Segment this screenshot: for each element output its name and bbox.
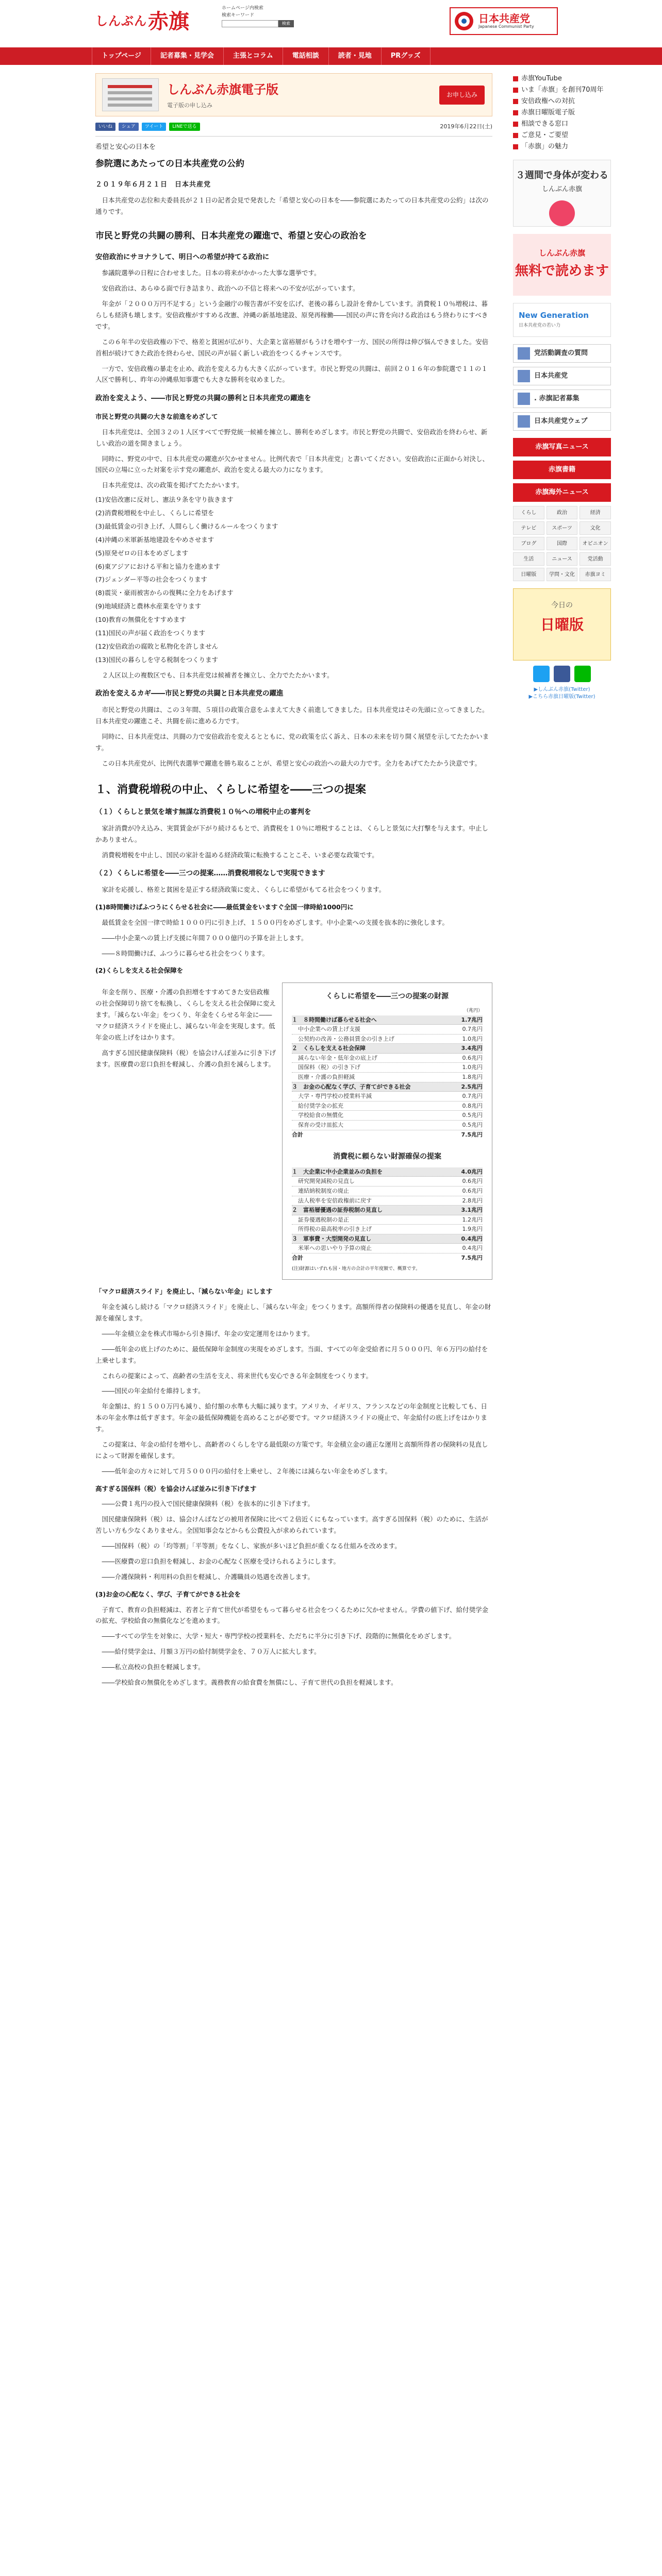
table-row (292, 1015, 483, 1025)
row-value: 3.1兆円 (461, 1207, 483, 1214)
figure-block (95, 982, 492, 1280)
publish-date: 2019年6月22日(土) (440, 123, 492, 130)
nav-item-recruit[interactable]: 記者募集・見学会 (151, 47, 224, 65)
main-nav (0, 47, 662, 65)
row-label: 医療・介護の負担軽減 (298, 1074, 355, 1081)
category-link[interactable]: ニュース (547, 552, 578, 566)
paragraph: ２人区以上の複数区でも、日本共産党は候補者を擁立し、全力でたたかいます。 (102, 671, 334, 679)
row-value: 1.9兆円 (462, 1226, 483, 1233)
banner-sub: 電子版の申し込み (167, 102, 212, 109)
table-row (292, 1073, 483, 1082)
row-value: 7.5兆円 (461, 1131, 483, 1138)
paragraph: 年金額は、約１５００万円も減り、給付額の水準も大幅に減ります。アメリカ、イギリス、フランスなどの年金制度と比較しても、日本の年金水準は低すぎます。年金の最低保障機能を高めることが必要です。マクロ経済スライドの廃止で、年金給付の底上げをはかります。 (95, 1402, 487, 1433)
list-item: (6)東アジアにおける平和と協力を進めます (95, 562, 221, 570)
table-row (292, 1101, 483, 1111)
list-item: (5)原発ゼロの日本をめざします (95, 549, 189, 557)
sidebar-box[interactable]: . 赤旗記者募集 (513, 389, 611, 408)
sidebar-link[interactable]: 赤旗YouTube (513, 73, 611, 84)
list-item: (2)消費税増税を中止し、くらしに希望を (95, 509, 214, 517)
logo-big: 赤旗 (148, 10, 189, 33)
ng-title: New Generation (519, 311, 589, 320)
row-value: 3.4兆円 (461, 1045, 483, 1052)
search-input[interactable] (222, 20, 278, 27)
category-link[interactable]: オピニオン (580, 537, 611, 550)
ng-sub: 日本共産党の若い力 (519, 323, 561, 329)
heading-education: (3)お金の心配なく、学び、子育てができる社会を (95, 1590, 241, 1598)
facebook-icon[interactable] (554, 666, 570, 682)
heading-social-security: (2)くらしを支える社会保障を (95, 967, 184, 975)
article-kicker: 希望と安心の日本を (95, 143, 156, 151)
list-item: (10)教育の無償化をすすめます (95, 616, 186, 623)
bullet-icon (513, 76, 518, 81)
paragraph: 日本共産党は、全国３２の１人区すべてで野党統一候補を擁立し、勝利をめざします。市民と野党の共闘で、安倍政治を終わらせ、新しい政治の道を開きましょう。 (95, 428, 488, 447)
bullet-icon (513, 99, 518, 104)
site-header (0, 0, 662, 47)
category-link[interactable]: くらし (513, 506, 544, 519)
table-note: (注)財源はいずれも国・地方の合計の平年度額で、概算です。 (292, 1266, 421, 1272)
paragraph: 年金を減らし続ける「マクロ経済スライド」を廃止し、「減らない年金」をつくります。高額所得者の保険料の優遇を見直し、年金の財源を確保します。 (95, 1303, 491, 1322)
sunday-edition-banner[interactable] (513, 588, 611, 660)
list-item: (11)国民の声が届く政治をつくります (95, 629, 206, 637)
table-row (292, 1225, 483, 1234)
paragraph: ――私立高校の負担を軽減します。 (102, 1663, 205, 1671)
header-search (222, 5, 309, 27)
table-row (292, 1044, 483, 1054)
jcp-sub: Japanese Communist Party (478, 24, 534, 29)
table-title: くらしに希望を――三つの提案の財源 (326, 992, 449, 1001)
paragraph: ――国保料（税）の「均等割」「平等割」をなくし、家族が多いほど負担が重くなる仕組みを改めます。 (102, 1542, 401, 1550)
sns-icons (513, 666, 611, 682)
row-value: 0.6兆円 (462, 1178, 483, 1185)
row-value: 0.7兆円 (462, 1026, 483, 1033)
heading-change: 政治を変えるカギ――市民と野党の共闘と日本共産党の躍進 (95, 689, 284, 698)
row-label: 合計 (292, 1255, 303, 1262)
row-label: 証券優遇税制の是正 (298, 1216, 349, 1223)
category-link[interactable]: 経済 (580, 506, 611, 519)
category-link[interactable]: 日曜版 (513, 568, 544, 581)
search-label: ホームページ内検索 (222, 6, 263, 11)
row-value: 0.4兆円 (462, 1245, 483, 1252)
promo-banner-1[interactable] (513, 160, 611, 227)
paragraph: 同時に、野党の中で、日本共産党の躍進が欠かせません。比例代表で「日本共産党」と書いてください。安倍政治に正面から対決し、国民の立場に立った対案を示す党の躍進が、政治を変える最大の力になります。 (95, 454, 489, 474)
row-value: 1.7兆円 (461, 1016, 483, 1023)
row-label: 米軍への思いやり予算の廃止 (298, 1245, 372, 1252)
list-item: (8)震災・豪雨被害からの復興に全力をあげます (95, 589, 234, 597)
list-item: (12)安倍政治の腐敗と私物化を許しません (95, 642, 219, 650)
sidebar-link[interactable]: 相談できる窓口 (513, 118, 611, 130)
line-icon[interactable] (574, 666, 591, 682)
paragraph: ――学校給食の無償化をめざします。義務教育の給食費を無償にし、子育て世代の負担を軽減します。 (102, 1678, 398, 1686)
paragraph: ――国民の年金給付を維持します。 (102, 1387, 205, 1395)
heading-abe: 安倍政治にサヨナラして、明日への希望が持てる政治に (95, 252, 270, 261)
row-value: 7.5兆円 (461, 1255, 483, 1262)
paragraph: この６年半の安倍政権の下で、格差と貧困が広がり、大企業と富裕層がもうけを増やす一方、国民の所得は伸び悩んできました。安倍首相が続けてきた政治を終わらせ、国民の声が届く新しい政治をつくるチャンスです。 (95, 337, 489, 357)
table-row (292, 1035, 483, 1044)
category-link[interactable]: 文化 (580, 521, 611, 535)
row-label: 学校給食の無償化 (298, 1112, 343, 1119)
promo-banner-2[interactable] (513, 234, 611, 296)
search-hint: 検索キーワード (222, 12, 255, 18)
paragraph: ――医療費の窓口負担を軽減し、お金の心配なく医療を受けられるようにします。 (102, 1557, 340, 1565)
table-title-2: 消費税に頼らない財源確保の提案 (333, 1153, 441, 1161)
world-news-button[interactable]: 赤旗海外ニュース (513, 483, 611, 502)
row-label: 公契約の改善・公務員賃金の引き上げ (298, 1035, 394, 1042)
table-row (292, 1244, 483, 1253)
paragraph: ――低年金の方々に対して月５０００円の給付を上乗せし、２年後には減らない年金をめざします。 (102, 1467, 392, 1475)
heading-vote: 政治を変えよう、――市民と野党の共闘の勝利と日本共産党の躍進を (95, 394, 311, 403)
document-icon (518, 347, 530, 360)
category-link[interactable]: 国際 (547, 537, 578, 550)
row-value: 1.0兆円 (462, 1064, 483, 1071)
heading-sub-1: （１）くらしと景気を壊す無謀な消費税１０％への増税中止の審判を (95, 808, 311, 817)
category-link[interactable]: テレビ (513, 521, 544, 535)
row-value: 0.5兆円 (462, 1122, 483, 1129)
pen-icon (518, 393, 530, 405)
heading-section-1: １、消費税増税の中止、くらしに希望を――三つの提案 (95, 783, 366, 796)
table-row (292, 1025, 483, 1035)
tweet-button[interactable]: ツイート (142, 123, 167, 131)
list-item: (9)地域経済と農林水産業を守ります (95, 602, 202, 611)
paragraph: この日本共産党が、比例代表選挙で躍進を勝ち取ることが、希望と安心の政治への最大の力です。全力をあげてたたかう決意です。 (102, 759, 482, 767)
promo2-title: しんぶん赤旗 (538, 248, 585, 258)
table-unit: （兆円） (464, 1008, 483, 1013)
line-button[interactable]: LINEで送る (169, 123, 200, 131)
sidebar-links (513, 73, 611, 152)
flag-icon (518, 370, 530, 382)
row-value: 0.8兆円 (462, 1102, 483, 1109)
nav-item-reader[interactable]: 読者・見地 (329, 47, 382, 65)
row-label: 減らない年金・低年金の底上げ (298, 1054, 377, 1061)
category-grid (513, 506, 611, 581)
row-value: 0.6兆円 (462, 1187, 483, 1194)
newspaper-icon (102, 78, 159, 111)
paragraph: ――低年金の底上げのために、最低保障年金制度の実現をめざします。当面、すべての年金受給者に月５０００円、年６万円の給付を上乗せします。 (95, 1345, 488, 1364)
logo-small: しんぶん (95, 14, 147, 28)
nav-item-phone[interactable]: 電話相談 (283, 47, 329, 65)
jcp-mark-icon (454, 11, 474, 31)
row-value: 4.0兆円 (461, 1168, 483, 1175)
banner-title: しんぶん赤旗電子版 (167, 82, 278, 97)
paragraph: 子育て、教育の負担軽減は、若者と子育て世代が希望をもって暮らせる社会をつくるために欠かせません。学費の値下げ、給付奨学金の拡充、学校給食の無償化などを進めます。 (95, 1605, 489, 1625)
paragraph: 市民と野党の共闘は、この３年間、５項目の政策合意をふまえて大きく前進してきました。日本共産党はその先頭に立ってきました。日本共産党の躍進こそ、共闘を前に進める力です。 (95, 706, 489, 725)
paragraph: ――公費１兆円の投入で国民健康保険料（税）を抜本的に引き下げます。 (102, 1500, 315, 1508)
paragraph: 日本共産党は、次の政策を掲げてたたかいます。 (102, 481, 243, 489)
row-value: 2.5兆円 (461, 1083, 483, 1090)
digital-edition-banner[interactable] (95, 73, 492, 116)
heading-wage: (1)8時間働けばふつうにくらせる社会に――最低賃金をいますぐ全国一律時給1000円に (95, 903, 354, 911)
table-row (292, 1054, 483, 1063)
paragraph: 高すぎる国民健康保険料（税）を協会けんぽ並みに引き下げます。医療費の窓口負担を軽減し、介護の負担を減らします。 (95, 1048, 276, 1068)
sidebar-box[interactable]: 党活動調査の質問 (513, 344, 611, 363)
sidebar-link[interactable]: 赤旗日曜版電子版 (513, 107, 611, 118)
like-button[interactable]: いいね (95, 123, 115, 131)
paragraph: 同時に、日本共産党は、共闘の力で安倍政治を変えるとともに、党の政策を広く訴え、日本の未来を切り開く展望を示してたたかいます。 (95, 732, 489, 752)
sidebar-box[interactable]: 日本共産党ウェブ (513, 412, 611, 431)
twitter-icon[interactable] (533, 666, 550, 682)
bullet-icon (513, 144, 518, 149)
heading-main: 市民と野党の共闘の勝利、日本共産党の躍進で、希望と安心の政治を (95, 231, 367, 241)
heading-insurance: 高すぎる国保料（税）を協会けんぽ並みに引き下げます (95, 1484, 257, 1493)
article-title: 参院選にあたっての日本共産党の公約 (95, 158, 244, 169)
sidebar-link[interactable]: いま「赤旗」を創刊70周年 (513, 84, 611, 96)
row-value: 0.4兆円 (461, 1235, 483, 1242)
list-item: (7)ジェンダー平等の社会をつくります (95, 575, 207, 584)
paragraph: 年金を削り、医療・介護の負担増をすすめてきた安倍政権の社会保障切り捨てを転換し、くらしを支える社会保障に変えます。「減らない年金」をつくり、年金をくらせる年金に――マクロ経済スライドを廃止し、減らない年金を実現します。低年金の底上げをはかります。 (95, 988, 276, 1041)
twitter-links (513, 686, 611, 701)
nav-item-goods[interactable]: PRグッズ (382, 47, 431, 65)
sidebar (513, 73, 611, 701)
category-link[interactable]: 党活動 (580, 552, 611, 566)
bullet-icon (513, 133, 518, 138)
article-date: ２０１９年６月２１日 日本共産党 (95, 180, 211, 189)
bullet-icon (513, 110, 518, 115)
paragraph: ――給付奨学金は、月額３万円の給付制奨学金を、７０万人に拡大します。 (102, 1648, 321, 1656)
social-bar (95, 122, 492, 132)
list-item: (1)安倍改憲に反対し、憲法９条を守り抜きます (95, 496, 234, 504)
row-label: 研究開発減税の見直し (298, 1178, 355, 1185)
promo1-sub: しんぶん赤旗 (541, 185, 582, 193)
books-button[interactable]: 赤旗書籍 (513, 461, 611, 479)
table-row (292, 1206, 483, 1215)
list-item: (3)最低賃金の引き上げ、人間らしく働けるルールをつくります (95, 522, 278, 530)
heading-vote2: 市民と野党の共闘の大きな前進をめざして (95, 412, 218, 420)
row-value: 0.7兆円 (462, 1093, 483, 1100)
table-row (292, 1082, 483, 1092)
row-label: 法人税率を安倍政権前に戻す (298, 1197, 372, 1204)
promo1-title: ３週間で身体が変わる (516, 170, 608, 181)
policy-list (95, 494, 492, 665)
divider (95, 136, 492, 137)
paragraph: この提案は、年金の給付を増やし、高齢者のくらしを守る最低限の方策です。年金積立金の適正な運用と高額所得者の保険料の見直しによって財源を確保します。 (95, 1440, 488, 1460)
promo2-sub: 無料で読めます (515, 263, 609, 279)
nippo-b: 日曜版 (540, 616, 584, 633)
photo-news-button[interactable]: 赤旗写真ニュース (513, 438, 611, 456)
paragraph: 年金が「２０００万円不足する」という金融庁の報告書が不安を広げ、老後の暮らし設計を脅かしています。消費税１０％増税は、暮らしも経済も壊します。安倍政権がすすめる改憲、沖縄の新基地建設、原発再稼働――国民の声に背を向ける政治はもう終わりにすべきです。 (95, 300, 488, 330)
list-item: (4)沖縄の米軍新基地建設をやめさせます (95, 535, 214, 544)
table-row (292, 1187, 483, 1196)
row-label: 保育の受け皿拡大 (298, 1122, 343, 1129)
row-value: 0.6兆円 (462, 1054, 483, 1061)
twitter-link[interactable]: ▶しんぶん赤旗(Twitter) (534, 687, 590, 692)
table-row (292, 1177, 483, 1187)
intro-paragraph: 日本共産党の志位和夫委員長が２１日の記者会見で発表した「希望と安心の日本を――参院選にあたっての日本共産党の公約」は次の通りです。 (95, 196, 489, 216)
row-label: 国保料（税）の引き下げ (298, 1064, 360, 1071)
paragraph: 参議院選挙の日程に合わせました。日本の将来がかかった大事な選挙です。 (102, 269, 321, 277)
list-item: (13)国民の暮らしを守る税制をつくります (95, 655, 219, 664)
nippo-a: 今日の (551, 601, 573, 609)
heading-sub-2: （２）くらしに希望を――三つの提案……消費税増税なしで実現できます (95, 869, 325, 878)
category-link[interactable]: 生活 (513, 552, 544, 566)
row-label: 給付奨学金の拡充 (298, 1102, 343, 1109)
row-label: ３ 軍事費・大型開発の見直し (292, 1235, 371, 1242)
row-value: 2.8兆円 (462, 1197, 483, 1204)
row-label: 大学・専門学校の授業料半減 (298, 1093, 372, 1100)
row-label: 所得税の最高税率の引き上げ (298, 1226, 372, 1233)
row-label: 中小企業への賃上げ支援 (298, 1026, 360, 1033)
table-row (292, 1111, 483, 1121)
row-label: １ ８時間働けば暮らせる社会へ (292, 1016, 377, 1023)
paragraph: ――中小企業への賃上げ支援に年間７０００億円の予算を計上します。 (102, 934, 308, 942)
bullet-icon (513, 122, 518, 127)
paragraph: 国民健康保険料（税）は、協会けんぽなどの被用者保険に比べて２倍近くにもなっています。高すぎる国保料（税）のために、生活が苦しい方も少なくありません。全国知事会などからも公費投入が求められています。 (95, 1515, 488, 1535)
row-label: 連結納税制度の廃止 (298, 1187, 349, 1194)
table-row (292, 1196, 483, 1206)
row-value: 1.2兆円 (462, 1216, 483, 1223)
category-link[interactable]: 学問・文化 (547, 568, 578, 581)
table-row (292, 1253, 483, 1263)
row-label: １ 大企業に中小企業並みの負担を (292, 1168, 383, 1175)
search-button[interactable]: 検索 (278, 20, 294, 27)
heading-pension: 「マクロ経済スライド」を廃止し、「減らない年金」にします (95, 1287, 273, 1296)
banner-button[interactable]: お申し込み (439, 86, 485, 105)
table-row (292, 1063, 483, 1073)
table-row (292, 1167, 483, 1177)
table-row (292, 1215, 483, 1225)
paragraph: 家計を応援し、格差と貧困を是正する経済政策に変え、くらしに希望がもてる社会をつくります。 (102, 886, 386, 893)
new-generation-banner[interactable] (513, 303, 611, 337)
sidebar-link[interactable]: 安倍政権への対抗 (513, 96, 611, 107)
category-link[interactable]: スポーツ (547, 521, 578, 535)
main-content (95, 73, 492, 1688)
row-label: ３ お金の心配なく学び、子育てができる社会 (292, 1083, 411, 1090)
paragraph: ――８時間働けば、ふつうに暮らせる社会をつくります。 (102, 949, 269, 957)
paragraph: 消費税増税を中止し、国民の家計を温める経済政策に転換することこそ、いま必要な政策です。 (102, 851, 378, 859)
table-row (292, 1130, 483, 1140)
funding-table (282, 982, 492, 1280)
row-value: 0.5兆円 (462, 1112, 483, 1119)
nav-item-top[interactable]: トップページ (92, 47, 151, 65)
nav-item-column[interactable]: 主張とコラム (224, 47, 283, 65)
paragraph: ――すべての学生を対象に、大学・短大・専門学校の授業料を、ただちに半分に引き下げ、段階的に無償化をめざします。 (102, 1632, 456, 1640)
jcp-name: 日本共産党 (478, 12, 530, 25)
row-value: 1.8兆円 (462, 1074, 483, 1081)
paragraph: ――介護保険料・利用料の負担を軽減し、介護職員の処遇を改善します。 (102, 1572, 315, 1581)
row-label: ２ くらしを支える社会保障 (292, 1045, 366, 1052)
paragraph: ――年金積立金を株式市場から引き揚げ、年金の安定運用をはかります。 (102, 1329, 314, 1337)
category-link[interactable]: 赤旗ヨミ (580, 568, 611, 581)
jcp-logo[interactable] (450, 7, 558, 35)
globe-icon (518, 415, 530, 428)
category-link[interactable]: ブログ (513, 537, 544, 550)
table-row (292, 1121, 483, 1130)
paragraph: これらの提案によって、高齢者の生活を支え、将来世代も安心できる年金制度をつくります。 (102, 1371, 373, 1380)
paragraph: 家計消費が冷え込み、実質賃金が下がり続けるもとで、消費税を１０％に増税することは、くらしと景気に大打撃を与えます。中止しかありません。 (95, 824, 489, 843)
share-button[interactable]: シェア (119, 123, 139, 131)
paragraph: 一方で、安倍政権の暴走を止め、政治を変える力も大きく広がっています。市民と野党の共闘は、前回２０１６年の参院選で１１の１人区で勝利し、昨年の沖縄県知事選でも大きな勝利を収めました。 (95, 364, 488, 384)
table-row (292, 1234, 483, 1244)
paragraph: 安倍政治は、あらゆる面で行き詰まり、政治への不信と将来への不安が広がっています。 (102, 284, 359, 293)
row-label: ２ 富裕層優遇の証券税制の見直し (292, 1207, 383, 1214)
table-row (292, 1092, 483, 1101)
category-link[interactable]: 政治 (547, 506, 578, 519)
site-logo[interactable] (95, 7, 189, 32)
twitter-link[interactable]: ▶こちら赤旗日曜版(Twitter) (528, 694, 595, 700)
bullet-icon (513, 88, 518, 93)
paragraph: 最低賃金を全国一律で時給１０００円に引き上げ、１５００円をめざします。中小企業への支援を抜本的に強化します。 (102, 918, 449, 926)
row-value: 1.0兆円 (462, 1035, 483, 1042)
circle-icon (549, 200, 575, 226)
row-label: 合計 (292, 1131, 303, 1138)
sidebar-link[interactable]: 「赤旗」の魅力 (513, 141, 611, 152)
sidebar-link[interactable]: ご意見・ご要望 (513, 130, 611, 141)
sidebar-box[interactable]: 日本共産党 (513, 367, 611, 385)
